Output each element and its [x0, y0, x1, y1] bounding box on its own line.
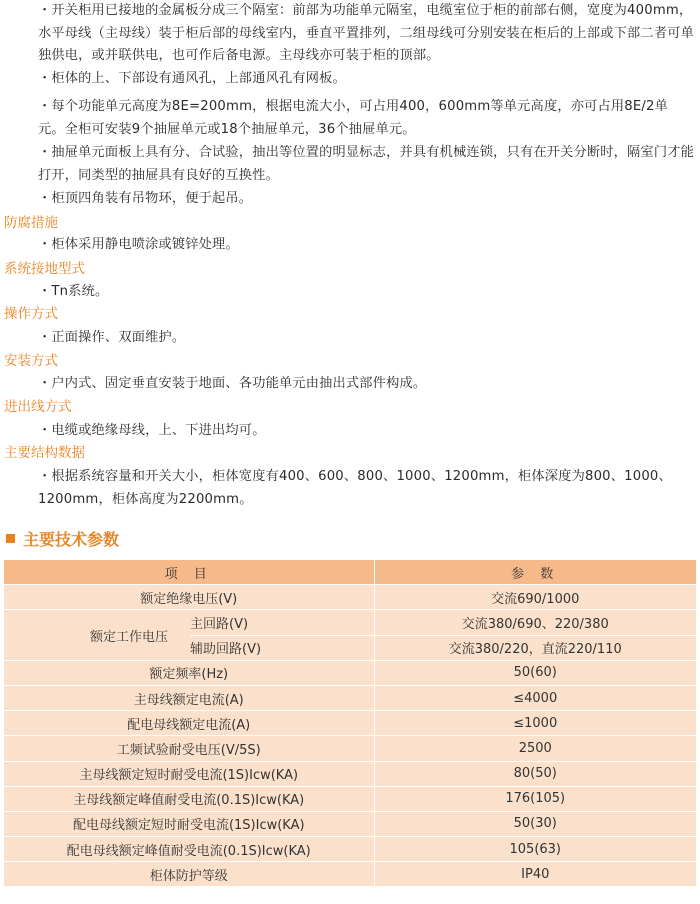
heading-install: 安装方式 [4, 353, 58, 369]
paragraph-text: ・柜体采用静电喷涂或镀锌处理。 [38, 237, 239, 252]
paragraph-text: ・户内式、固定垂直安装于地面、各功能单元由抽出式部件构成。 [38, 376, 427, 391]
row-sub-label: 主回路(V) [190, 610, 374, 635]
heading-structure: 主要结构数据 [4, 445, 85, 461]
paragraph-structure [4, 466, 694, 511]
paragraph-install [4, 373, 694, 396]
paragraph-text: ・抽屉单元面板上具有分、合试验，抽出等位置的明显标志，并具有机械连锁，只有在开关分断时，隔室门才能打开，同类型的抽屉具有良好的互换性。 [38, 145, 694, 183]
table-row [4, 660, 696, 685]
table-header-row [4, 560, 696, 585]
row-label: 柜体防护等级 [4, 862, 374, 887]
row-value: 2500 [374, 736, 696, 761]
row-label: 额定绝缘电压(V) [4, 585, 374, 610]
header-param: 参 数 [374, 560, 696, 585]
paragraph-text: ・电缆或绝缘母线，上、下进出均可。 [38, 423, 266, 438]
paragraph-text: ・根据系统容量和开关大小，柜体宽度有400、600、800、1000、1200mm，柜体深度为800、1000、1200mm，柜体高度为2200mm。 [38, 469, 672, 507]
row-label: 配电母线额定峰值耐受电流(0.1S)Icw(KA) [4, 837, 374, 862]
row-value: 176(105) [374, 786, 696, 811]
section-title [6, 527, 119, 550]
table-row [4, 862, 696, 887]
row-label: 主母线额定峰值耐受电流(0.1S)Icw(KA) [4, 786, 374, 811]
paragraph-text: ・柜顶四角装有吊物环，便于起吊。 [38, 191, 253, 206]
row-value: ≤4000 [374, 685, 696, 710]
paragraph-cable [4, 420, 694, 443]
row-label: 工频试验耐受电压(V/5S) [4, 736, 374, 761]
paragraph-text: ・正面操作、双面维护。 [38, 330, 186, 345]
row-value: 交流380/690、220/380 [374, 610, 696, 635]
row-value: 105(63) [374, 837, 696, 862]
table-row [4, 736, 696, 761]
square-bullet-icon [6, 534, 15, 543]
row-value: ≤1000 [374, 711, 696, 736]
table-row [4, 811, 696, 836]
paragraph-lifting-rings [4, 188, 694, 211]
header-item: 项 目 [4, 560, 374, 585]
row-label: 额定频率(Hz) [4, 660, 374, 685]
paragraph-ventilation [4, 68, 694, 91]
paragraph-unit-height [4, 96, 694, 141]
row-value: IP40 [374, 862, 696, 887]
table-row [4, 761, 696, 786]
paragraph-text: ・开关柜用已接地的金属板分成三个隔室：前部为功能单元隔室，电缆室位于柜的前部右侧，宽度为400mm，水平母线（主母线）装于柜后部的母线室内，垂直平置排列，二组母线可分别安装在柜后的上部或下部二者可单独供电，或并联供电，也可作后备电源。主母线亦可装于柜的顶部。 [38, 3, 694, 63]
paragraph-grounding [4, 281, 694, 304]
paragraph-text: ・柜体的上、下部设有通风孔，上部通风孔有网板。 [38, 71, 346, 86]
row-sub-label: 辅助回路(V) [190, 635, 374, 660]
paragraph-compartments [4, 0, 694, 68]
row-label: 配电母线额定电流(A) [4, 711, 374, 736]
row-value: 交流690/1000 [374, 585, 696, 610]
heading-cable: 进出线方式 [4, 399, 72, 415]
table-row [4, 610, 696, 635]
row-value: 50(30) [374, 811, 696, 836]
section-title-text: 主要技术参数 [23, 530, 120, 549]
heading-corrosion: 防腐措施 [4, 215, 58, 231]
row-label: 主母线额定电流(A) [4, 685, 374, 710]
row-value: 交流380/220，直流220/110 [374, 635, 696, 660]
table-row [4, 786, 696, 811]
row-label: 主母线额定短时耐受电流(1S)Icw(KA) [4, 761, 374, 786]
tech-params-table [4, 560, 696, 887]
row-value: 50(60) [374, 660, 696, 685]
paragraph-corrosion [4, 234, 694, 257]
row-group-label: 额定工作电压 [4, 610, 190, 660]
paragraph-text: ・Tn系统。 [38, 284, 109, 299]
heading-grounding: 系统接地型式 [4, 261, 85, 277]
row-label: 配电母线额定短时耐受电流(1S)Icw(KA) [4, 811, 374, 836]
heading-operation: 操作方式 [4, 306, 58, 322]
table-row [4, 685, 696, 710]
paragraph-operation [4, 327, 694, 350]
row-value: 80(50) [374, 761, 696, 786]
paragraph-drawer-panel [4, 142, 694, 187]
table-row [4, 585, 696, 610]
table-row [4, 837, 696, 862]
table-row [4, 711, 696, 736]
paragraph-text: ・每个功能单元高度为8E=200mm，根据电流大小，可占用400，600mm等单元高度，亦可占用8E/2单元。全柜可安装9个抽屉单元或18个抽屉单元，36个抽屉单元。 [38, 99, 669, 137]
